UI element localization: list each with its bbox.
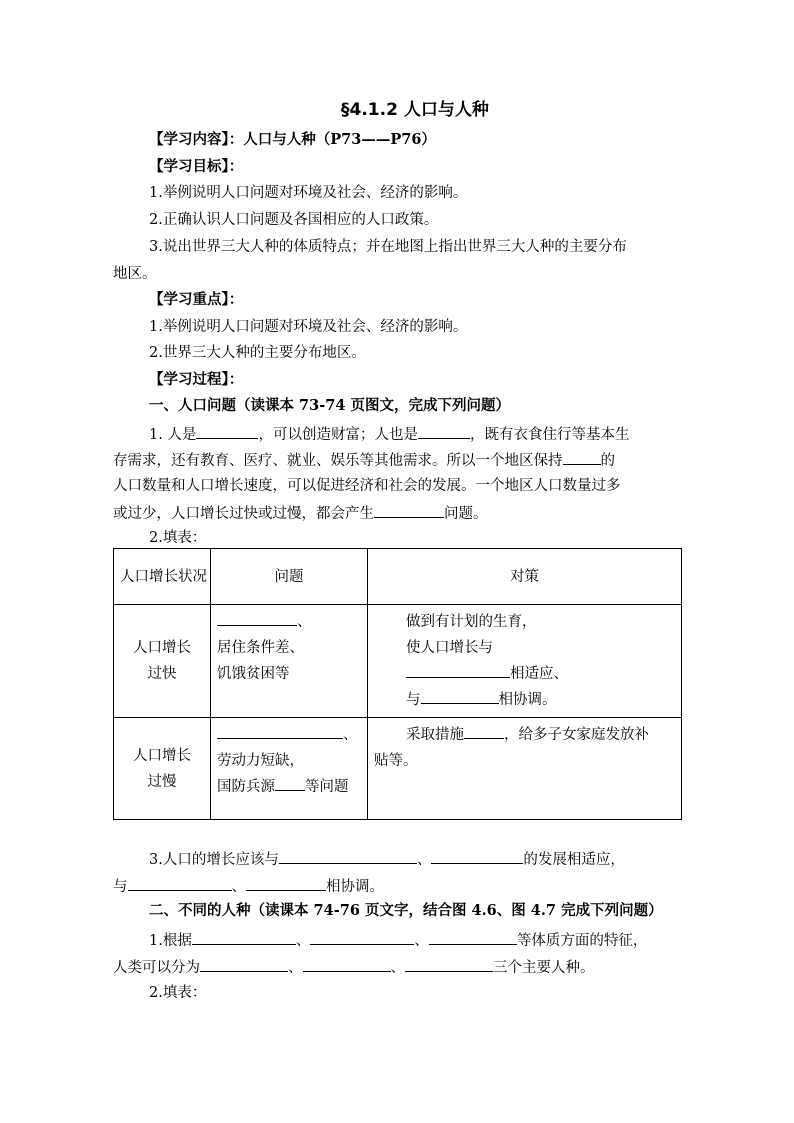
fill-blank[interactable] <box>128 875 232 891</box>
q4-text: 、 <box>288 960 303 976</box>
header-strategy: 对策 <box>368 549 682 605</box>
key-point: 2.世界三大人种的主要分布地区。 <box>149 345 366 361</box>
q4-line2 <box>113 956 595 978</box>
q3-text: 相协调。 <box>326 879 384 895</box>
page-title: §4.1.2 人口与人种 <box>341 100 489 120</box>
status-fast: 人口增长过快 <box>114 605 211 718</box>
fill-blank[interactable] <box>464 723 504 739</box>
table-row <box>114 605 682 718</box>
content-text: 人口与人种（P73——P76） <box>243 131 436 148</box>
q1-text: ，既有衣食住行等基本生 <box>469 427 630 443</box>
cell-text: 贴等。 <box>374 753 418 769</box>
cell-text: 采取措施 <box>406 727 464 743</box>
cell-text: 、 <box>343 727 358 743</box>
table-row <box>114 718 682 820</box>
goal-item: 2.正确认识人口问题及各国相应的人口政策。 <box>149 212 439 228</box>
section2-heading: 二、不同的人种（读课本 74-76 页文字，结合图 4.6、图 4.7 完成下列问题） <box>149 902 663 919</box>
cell-text: ，给多子女家庭发放补 <box>504 727 649 743</box>
cell-text: 等问题 <box>305 779 349 795</box>
q3-text: 的发展相适应， <box>523 852 625 868</box>
fill-blank[interactable] <box>246 875 326 891</box>
q4-text: 三个主要人种。 <box>493 960 595 976</box>
q1-text: 的 <box>600 453 615 469</box>
q1-line2 <box>113 449 615 471</box>
fill-blank[interactable] <box>200 956 288 972</box>
q1-text: 或过少，人口增长过快或过慢，都会产生 <box>113 506 374 522</box>
q4-text: 、 <box>295 933 311 949</box>
content-line <box>149 130 436 150</box>
fill-blank[interactable] <box>429 929 517 945</box>
q3-text: 与 <box>113 879 128 895</box>
fill-blank[interactable] <box>374 502 444 518</box>
q1-text: 1. 人是 <box>149 427 197 443</box>
fill-blank[interactable] <box>421 688 499 704</box>
table-header-row <box>114 549 682 605</box>
q1-text: ，可以创造财富；人也是 <box>258 427 418 443</box>
cell-text: 居住条件差、 <box>217 640 304 656</box>
cell-text: 与 <box>406 692 421 708</box>
fill-blank[interactable] <box>192 929 296 945</box>
cell-text: 劳动力短缺， <box>217 753 304 769</box>
cell-text: 相适应、 <box>510 666 568 682</box>
status-slow: 人口增长过慢 <box>114 718 211 820</box>
q3-text: 3.人口的增长应该与 <box>149 852 279 868</box>
q5-label: 2.填表： <box>149 985 207 1001</box>
header-status: 人口增长状况 <box>114 549 211 605</box>
strategy-fast <box>368 605 682 718</box>
q4-text: 人类可以分为 <box>113 960 200 976</box>
strategy-slow <box>368 718 682 820</box>
section1-heading: 一、人口问题（读课本 73-74 页图文，完成下列问题） <box>149 397 510 414</box>
fill-blank[interactable] <box>303 956 391 972</box>
q3-line1 <box>149 848 625 870</box>
fill-blank[interactable] <box>405 956 493 972</box>
goal-item: 1.举例说明人口问题对环境及社会、经济的影响。 <box>149 185 468 201</box>
q1-text: 存需求，还有教育、医疗、就业、娱乐等其他需求。所以一个地区保持 <box>113 453 563 469</box>
cell-text: 饥饿贫困等 <box>217 666 290 682</box>
q3-line2 <box>113 875 384 897</box>
cell-text: 使人口增长与 <box>406 640 493 656</box>
fill-blank[interactable] <box>196 423 258 439</box>
fill-blank[interactable] <box>217 610 297 626</box>
fill-blank[interactable] <box>431 848 523 864</box>
cell-text: 、 <box>297 614 312 630</box>
fill-blank[interactable] <box>563 449 601 465</box>
q1-line1 <box>149 423 629 445</box>
q2-label: 2.填表： <box>149 530 207 546</box>
header-problem: 问题 <box>211 549 368 605</box>
q4-text: 1.根据 <box>149 933 192 949</box>
fill-blank[interactable] <box>275 775 305 791</box>
cell-text: 做到有计划的生育， <box>406 614 537 630</box>
q4-line1 <box>149 929 647 951</box>
goal-item: 3.说出世界三大人种的体质特点；并在地图上指出世界三大人种的主要分布 <box>149 239 627 255</box>
fill-blank[interactable] <box>418 423 470 439</box>
problem-fast <box>211 605 368 718</box>
q4-text: 、 <box>414 933 429 949</box>
q4-text: 、 <box>390 960 405 976</box>
fill-blank[interactable] <box>217 723 343 739</box>
key-label: 【学习重点】： <box>149 291 244 308</box>
cell-text: 相协调。 <box>498 692 557 708</box>
population-table <box>113 548 682 820</box>
key-point: 1.举例说明人口问题对环境及社会、经济的影响。 <box>149 319 468 335</box>
process-label: 【学习过程】： <box>149 371 244 388</box>
q3-text: 、 <box>416 852 432 868</box>
fill-blank[interactable] <box>310 929 414 945</box>
content-label: 【学习内容】： <box>149 131 244 148</box>
q1-line3: 人口数量和人口增长速度，可以促进经济和社会的发展。一个地区人口数量过多 <box>113 478 621 494</box>
goal-item-continued: 地区。 <box>113 266 157 282</box>
fill-blank[interactable] <box>279 848 417 864</box>
cell-text: 国防兵源 <box>217 779 275 795</box>
q3-text: 、 <box>231 879 246 895</box>
goals-label: 【学习目标】： <box>149 158 244 175</box>
q4-text: 等体质方面的特征， <box>516 933 648 949</box>
q1-line4 <box>113 502 488 524</box>
q1-text: 问题。 <box>444 506 488 522</box>
fill-blank[interactable] <box>406 662 510 678</box>
problem-slow <box>211 718 368 820</box>
